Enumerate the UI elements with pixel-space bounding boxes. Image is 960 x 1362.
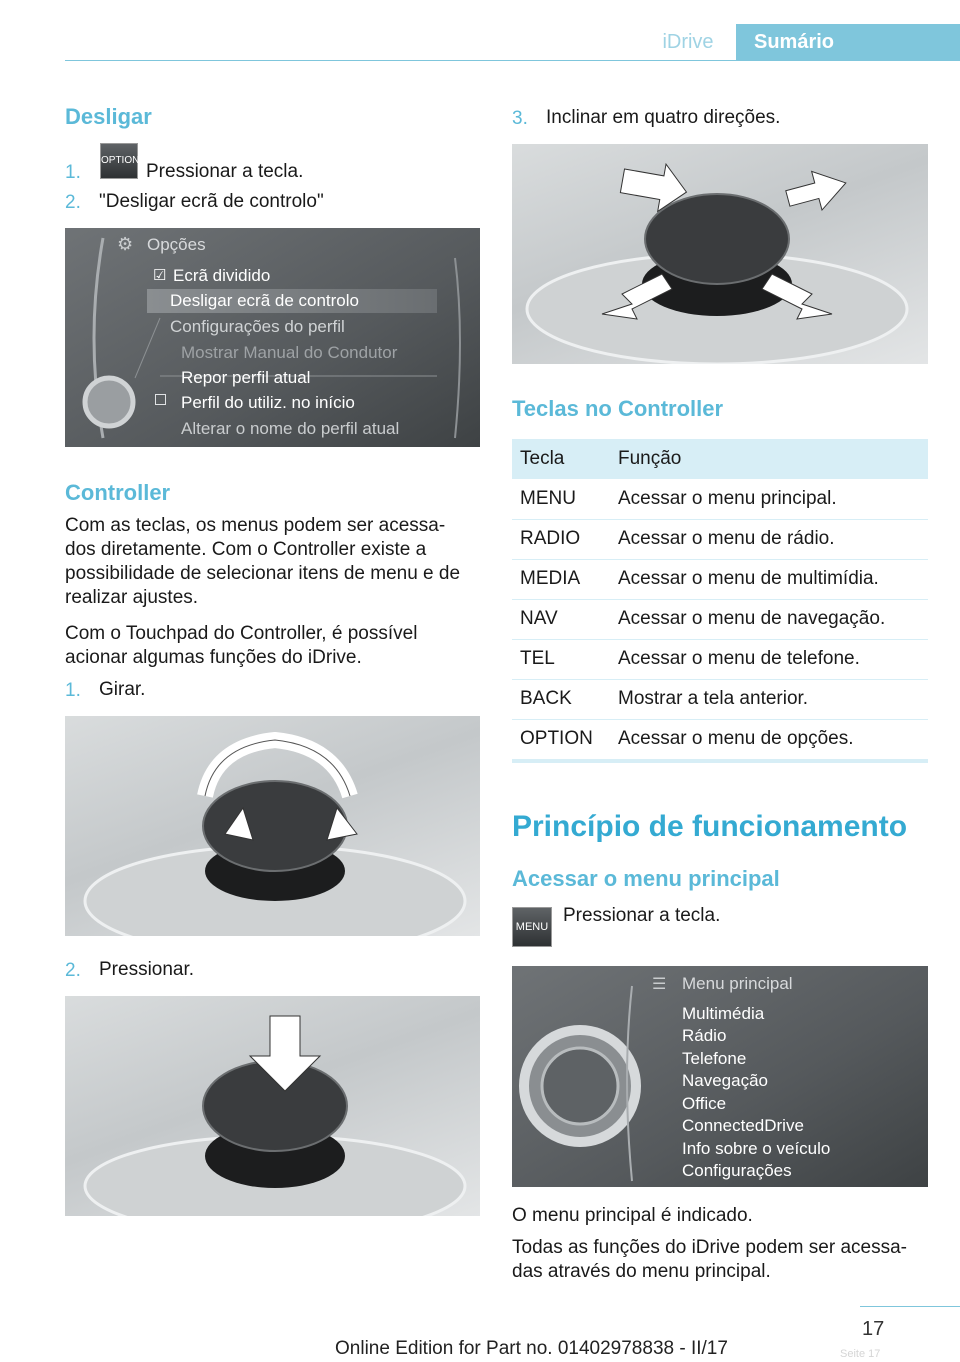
table-cell-function: Acessar o menu de opções. xyxy=(618,728,854,749)
table-row xyxy=(512,519,928,560)
screen-ring-decoration xyxy=(65,228,480,447)
step-text: Pressionar. xyxy=(99,959,195,980)
table-header xyxy=(512,439,928,479)
table-cell-function: Acessar o menu de multimídia. xyxy=(618,568,879,589)
step-number: 3. xyxy=(512,108,528,129)
controller-rotate-illustration xyxy=(65,716,480,936)
indicated-text: O menu principal é indicado. xyxy=(512,1205,753,1226)
menu-item[interactable]: Mostrar Manual do Condutor xyxy=(181,343,398,362)
controller-paragraph: Com as teclas, os menus podem ser acessa‐ dos diretamente. Com o Controller existe a possibilidade de selecionar itens de menu e de realizar ajustes. xyxy=(65,515,461,608)
menu-item[interactable]: Ecrã dividido xyxy=(173,266,271,285)
header-section[interactable]: iDrive xyxy=(662,31,714,53)
step-text: Inclinar em quatro direções. xyxy=(546,107,781,128)
table-row xyxy=(512,479,928,520)
watermark: Seite 17 xyxy=(840,1348,881,1360)
table-row xyxy=(512,639,928,680)
controller-paragraph: Com o Touchpad do Controller, é possível acionar algumas funções do iDrive. xyxy=(65,623,418,668)
step-text: Pressionar a tecla. xyxy=(146,161,304,182)
main-menu-item[interactable]: Telefone xyxy=(682,1049,747,1068)
footer-rule xyxy=(860,1306,960,1307)
table-cell-function: Acessar o menu de telefone. xyxy=(618,648,860,669)
table-cell-key: RADIO xyxy=(520,528,581,549)
options-screen-image xyxy=(65,228,480,447)
edition-footer: Online Edition for Part no. 01402978838 - II/17 xyxy=(335,1338,728,1359)
header-tab-sumario[interactable]: Sumário xyxy=(736,24,960,61)
all-functions-text: Todas as funções do iDrive podem ser acessa‐ das através do menu principal. xyxy=(512,1237,907,1282)
main-menu-item[interactable]: Configurações xyxy=(682,1161,792,1180)
main-menu-item[interactable]: Office xyxy=(682,1094,727,1113)
table-cell-key: MEDIA xyxy=(520,568,581,589)
table-row xyxy=(512,679,928,720)
main-menu-item[interactable]: Info sobre o veículo xyxy=(682,1139,831,1158)
table-cell-key: TEL xyxy=(520,648,555,669)
controller-rotate-image xyxy=(65,716,480,936)
table-cell-function: Acessar o menu principal. xyxy=(618,488,837,509)
table-cell-key: BACK xyxy=(520,688,572,709)
controller-press-illustration xyxy=(65,996,480,1216)
step-text: "Desligar ecrã de controlo" xyxy=(99,191,324,212)
gear-icon: ⚙ xyxy=(117,234,134,254)
checkbox-icon xyxy=(155,394,166,405)
options-title: Opções xyxy=(147,235,206,254)
table-row xyxy=(512,599,928,640)
main-menu-item[interactable]: Rádio xyxy=(682,1026,727,1045)
table-header-cell: Função xyxy=(618,448,682,469)
table-row xyxy=(512,719,928,759)
table-cell-function: Acessar o menu de navegação. xyxy=(618,608,886,629)
menu-item-selected[interactable]: Desligar ecrã de controlo xyxy=(170,291,359,310)
controller-press-image xyxy=(65,996,480,1216)
table-cell-key: NAV xyxy=(520,608,558,629)
main-menu-item[interactable]: Navegação xyxy=(682,1071,769,1090)
main-menu-item[interactable]: ConnectedDrive xyxy=(682,1116,804,1135)
table-cell-key: OPTION xyxy=(520,728,593,749)
menu-item[interactable]: Perfil do utiliz. no início xyxy=(181,393,355,412)
table-cell-key: MENU xyxy=(520,488,576,509)
desligar-heading: Desligar xyxy=(65,104,152,129)
step-number: 2. xyxy=(65,960,81,981)
table-bottom-rule xyxy=(512,759,928,763)
page-number: 17 xyxy=(862,1318,885,1340)
menu-item[interactable]: Configurações do perfil xyxy=(170,317,345,336)
table-row xyxy=(512,559,928,600)
principio-heading: Princípio de funcionamento xyxy=(512,810,908,843)
acessar-heading: Acessar o menu principal xyxy=(512,866,780,891)
option-key-icon: OPTION xyxy=(100,143,138,179)
menu-key-icon: MENU xyxy=(512,907,552,947)
main-menu-item[interactable]: Multimédia xyxy=(682,1004,765,1023)
teclas-heading: Teclas no Controller xyxy=(512,396,724,421)
controller-tilt-illustration xyxy=(512,144,928,364)
step-number: 1. xyxy=(65,162,81,183)
table-header-cell: Tecla xyxy=(520,448,565,469)
menu-item[interactable]: Repor perfil atual xyxy=(181,368,311,387)
step-text: Girar. xyxy=(99,679,146,700)
press-key-text: Pressionar a tecla. xyxy=(563,905,721,926)
step-number: 2. xyxy=(65,192,81,213)
checkbox-checked-icon: ☑ xyxy=(153,267,167,284)
table-cell-function: Mostrar a tela anterior. xyxy=(618,688,809,709)
step-number: 1. xyxy=(65,680,81,701)
controller-heading: Controller xyxy=(65,480,171,505)
menu-item[interactable]: Alterar o nome do perfil atual xyxy=(181,419,400,438)
controller-tilt-image xyxy=(512,144,928,364)
main-menu-title: Menu principal xyxy=(682,974,793,993)
menu-list-icon: ☰ xyxy=(652,976,667,993)
table-cell-function: Acessar o menu de rádio. xyxy=(618,528,835,549)
main-menu-screen-image xyxy=(512,966,928,1187)
